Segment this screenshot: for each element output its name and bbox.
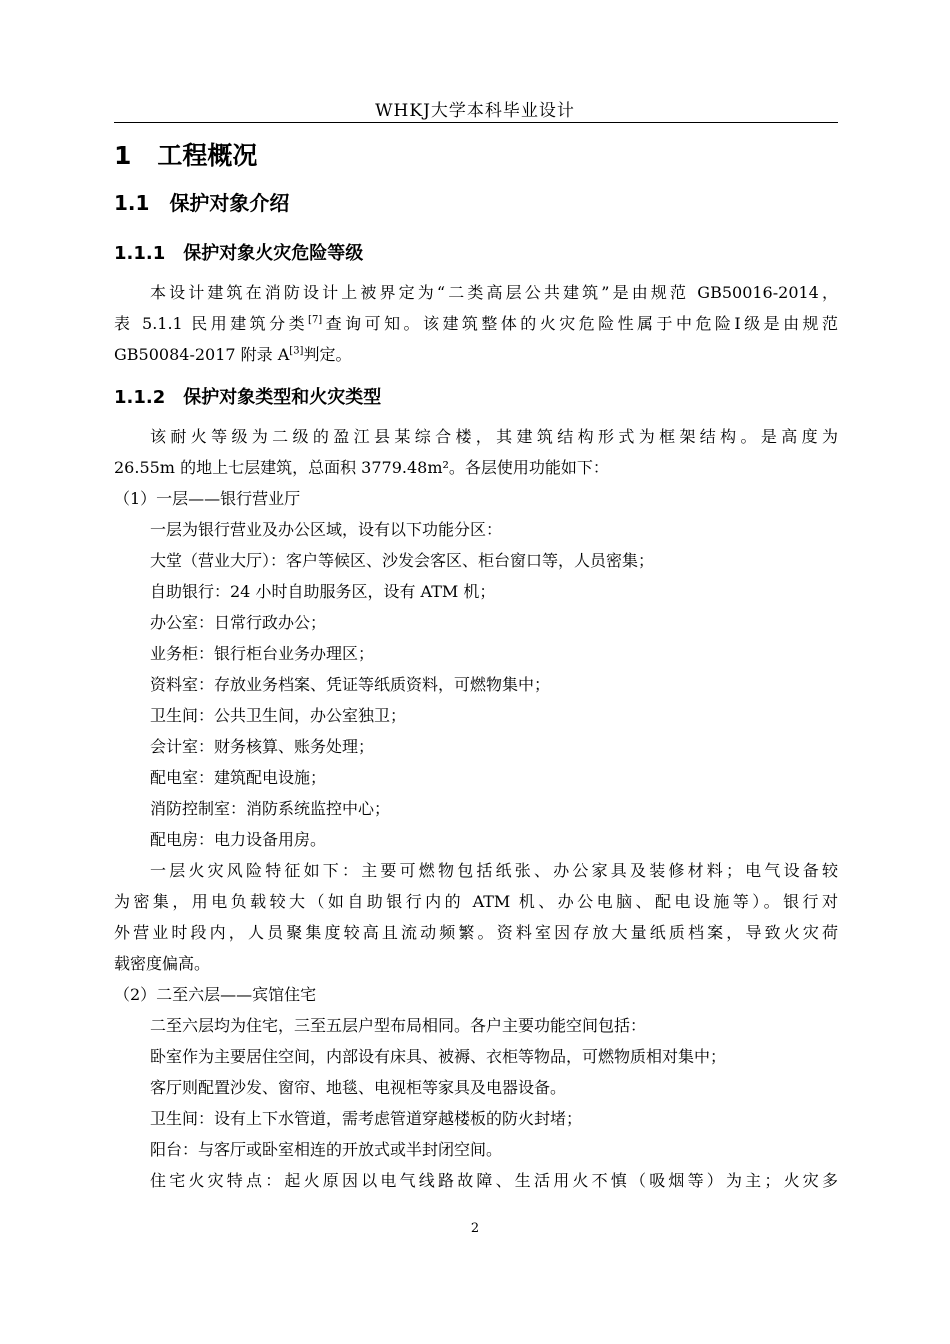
subsection-heading-1 (114, 239, 363, 265)
chapter-heading (114, 136, 257, 172)
text-line: （1）一层——银行营业厅 (114, 489, 301, 508)
text-line: （2）二至六层——宾馆住宅 (114, 985, 317, 1004)
text-line: 资料室：存放业务档案、凭证等纸质资料，可燃物集中； (150, 675, 551, 694)
citation-3: [3] (289, 345, 304, 357)
text-line: 为密集，用电负载较大（如自助银行内的 ATM 机、办公电脑、配电设施等）。银行对 (114, 892, 838, 911)
page-number: 2 (470, 1221, 480, 1236)
text-line: 卫生间：公共卫生间，办公室独卫； (150, 706, 407, 725)
text-line: 消防控制室：消防系统监控中心； (150, 799, 391, 818)
text-line: 一层为银行营业及办公区域，设有以下功能分区： (150, 520, 503, 539)
text-line: 一层火灾风险特征如下：主要可燃物包括纸张、办公家具及装修材料；电气设备较 (150, 861, 838, 880)
text-line: 大堂（营业大厅）：客户等候区、沙发会客区、柜台窗口等，人员密集； (150, 551, 655, 570)
subsection-heading-2 (114, 383, 381, 409)
paragraph-1-line-1: 本设计建筑在消防设计上被界定为“二类高层公共建筑”是由规范 GB50016-2014， (150, 283, 838, 302)
section-title: 保护对象介绍 (169, 191, 290, 215)
citation-7: [7] (308, 314, 323, 326)
text-line: 阳台：与客厅或卧室相连的开放式或半封闭空间。 (150, 1140, 503, 1159)
paragraph-1-line-3: GB50084-2017 附录 A[3]判定。 (114, 345, 352, 364)
text-line: 住宅火灾特点：起火原因以电气线路故障、生活用火不慎（吸烟等）为主；火灾多 (150, 1171, 838, 1190)
text-line: 26.55m 的地上七层建筑，总面积 3779.48m²。各层使用功能如下： (114, 458, 609, 477)
text-line: 外营业时段内，人员聚集度较高且流动频繁。资料室因存放大量纸质档案，导致火灾荷 (114, 923, 838, 942)
subsection-number: 1.1.1 (114, 243, 166, 264)
text-line: 配电室：建筑配电设施； (150, 768, 327, 787)
paragraph-1 (114, 277, 838, 370)
chapter-title: 工程概况 (157, 141, 258, 170)
text-line: 卫生间：设有上下水管道，需考虑管道穿越楼板的防火封堵； (150, 1109, 583, 1128)
header-rule (114, 122, 838, 123)
subsection-title: 保护对象火灾危险等级 (183, 243, 364, 264)
subsection-title: 保护对象类型和火灾类型 (183, 387, 382, 408)
text-line: 配电房：电力设备用房。 (150, 830, 327, 849)
text-line: 载密度偏高。 (114, 954, 211, 973)
page-header: WHKJ大学本科毕业设计 (375, 101, 575, 121)
text-line: 二至六层均为住宅，三至五层户型布局相同。各户主要功能空间包括： (150, 1016, 647, 1035)
section-heading (114, 187, 289, 216)
subsection-number: 1.1.2 (114, 387, 166, 408)
section-number: 1.1 (114, 191, 150, 215)
text-line: 办公室：日常行政办公； (150, 613, 327, 632)
text-line: 业务柜：银行柜台业务办理区； (150, 644, 375, 663)
body-paragraphs (114, 421, 838, 1196)
text-line: 该耐火等级为二级的盈江县某综合楼，其建筑结构形式为框架结构。是高度为 (150, 427, 838, 446)
text-line: 客厅则配置沙发、窗帘、地毯、电视柜等家具及电器设备。 (150, 1078, 567, 1097)
text-line: 自助银行：24 小时自助服务区，设有 ATM 机； (150, 582, 496, 601)
chapter-number: 1 (114, 141, 132, 170)
paragraph-1-line-2: 表 5.1.1 民用建筑分类[7]查询可知。该建筑整体的火灾危险性属于中危险Ⅰ级是由规范 (114, 314, 838, 333)
text-line: 卧室作为主要居住空间，内部设有床具、被褥、衣柜等物品，可燃物质相对集中； (150, 1047, 727, 1066)
text-line: 会计室：财务核算、账务处理； (150, 737, 375, 756)
